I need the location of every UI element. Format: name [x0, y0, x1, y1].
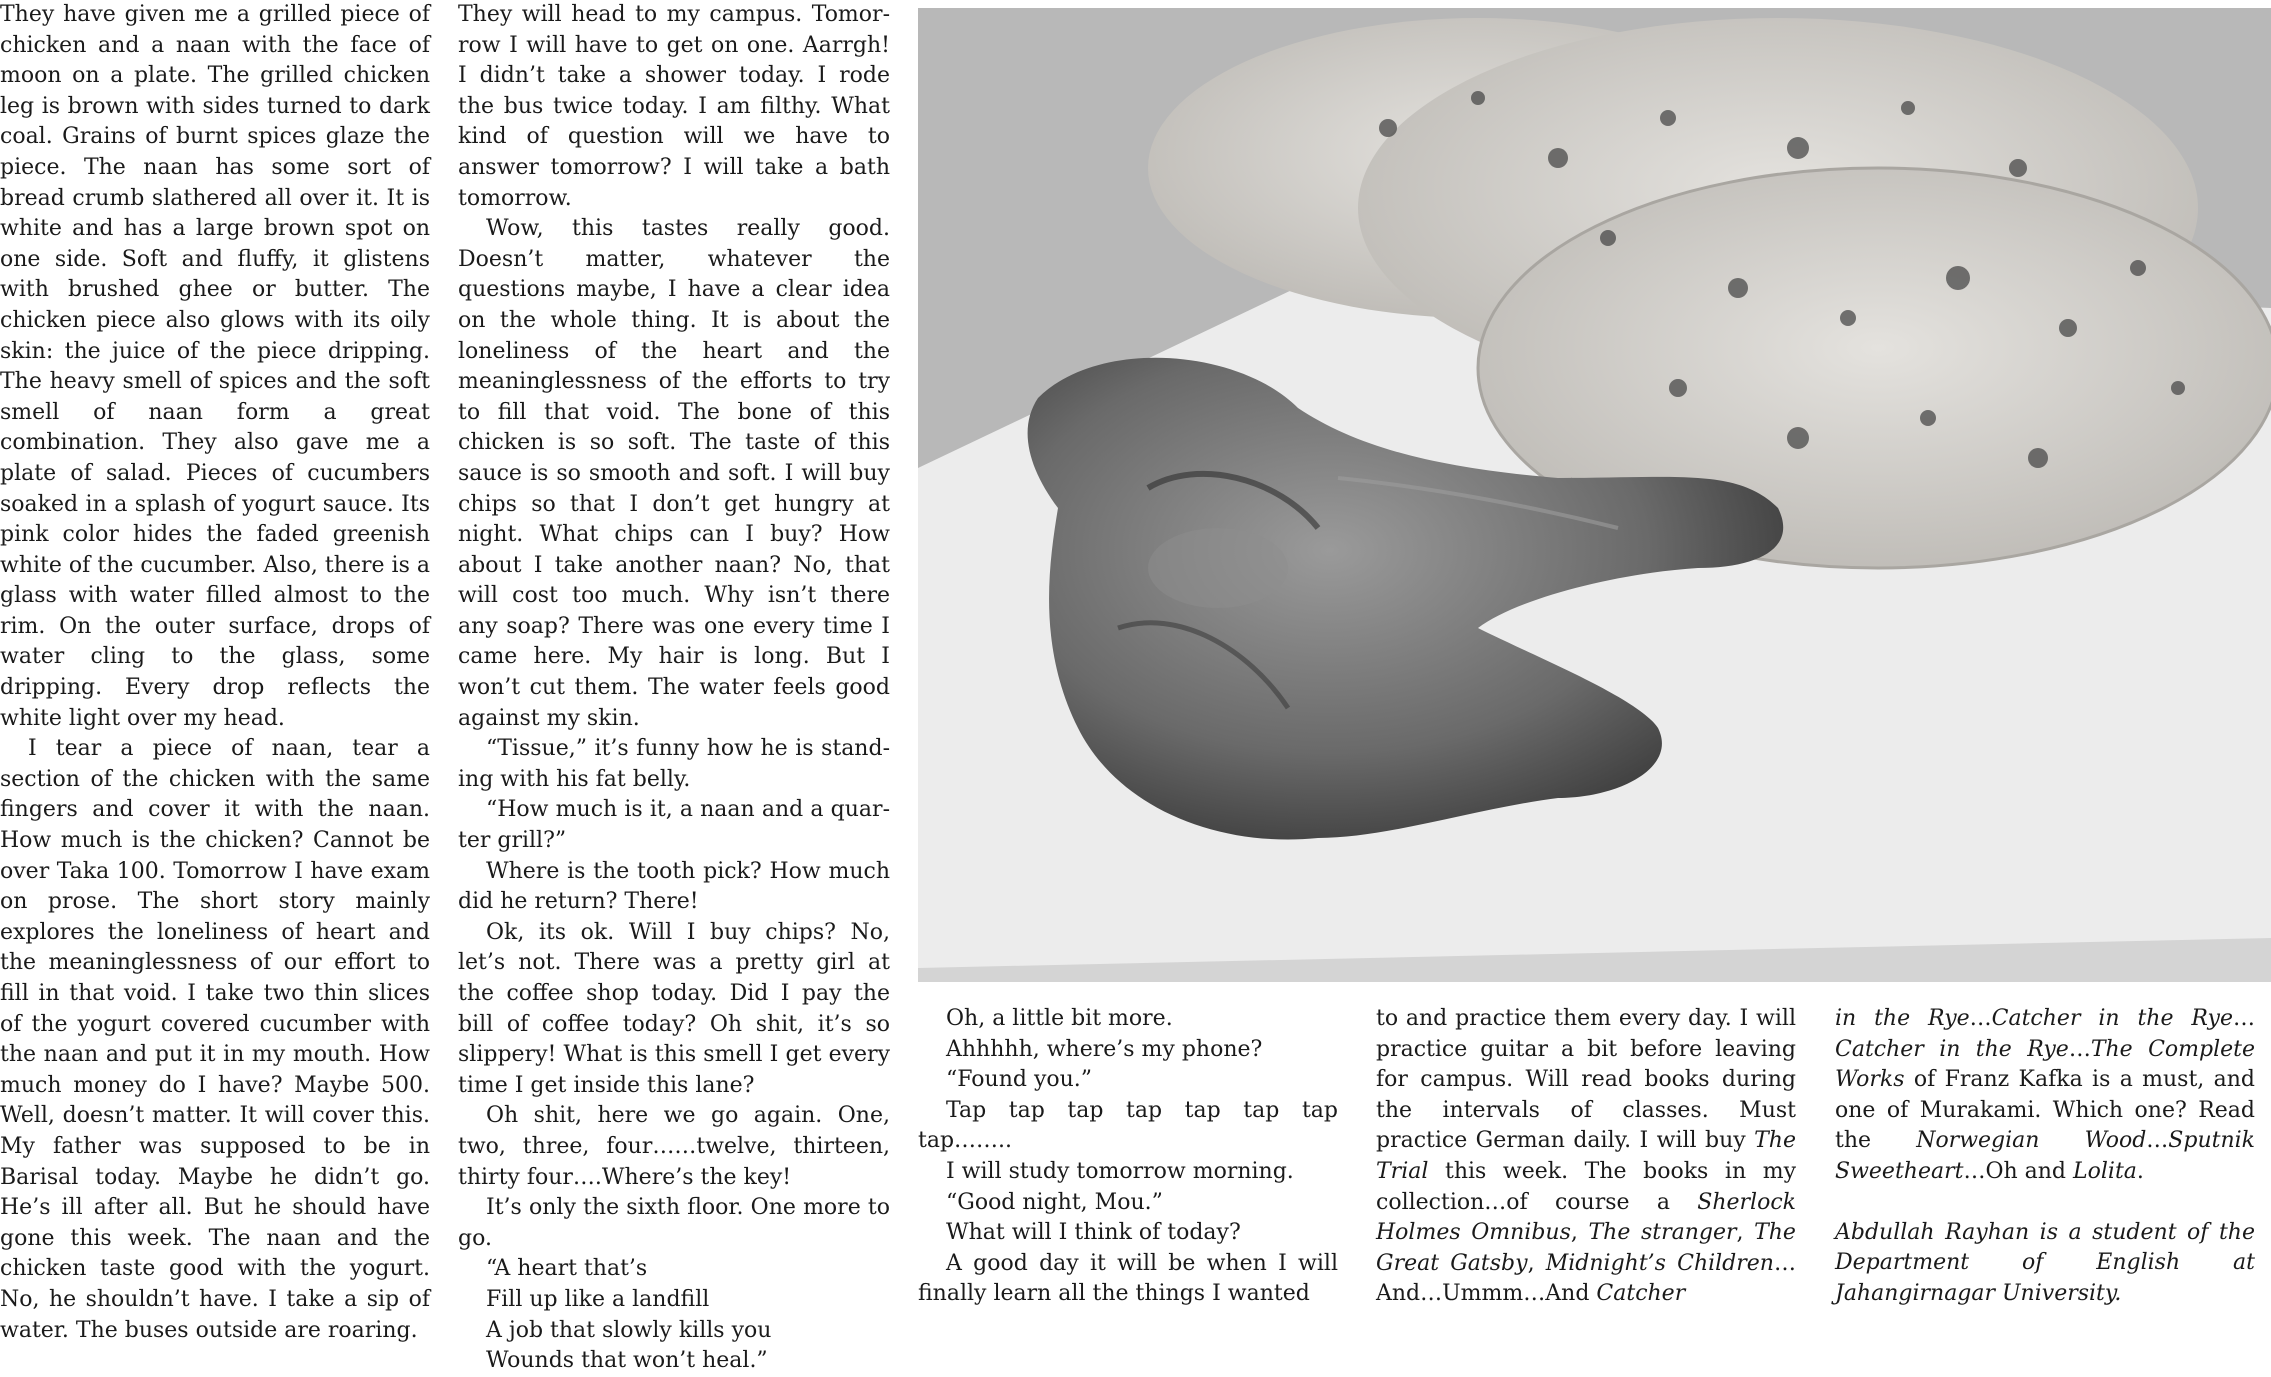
lyric-line: A job that slowly kills you	[486, 1317, 772, 1343]
grilled-chicken-naan-photo	[918, 8, 2271, 982]
text-run: …	[2068, 1036, 2091, 1062]
paragraph: A good day it will be when I will finally learn all the things I wanted	[918, 1250, 1338, 1307]
book-title: The stranger	[1588, 1220, 1737, 1246]
paragraph: I tear a piece of naan, tear a section of the chicken with the same fingers and cover it with the naan. How much is the chicken? Cannot be over Taka 100. Tomorrow I have exam on prose. The short story mainly explores the loneliness of heart and the meaninglessness of our effort to fill in that void. I take two thin slices of the yogurt covered cucumber with the naan and put it in my mouth. How much money do I have? Maybe 500. Well, doesn’t matter. It will cover this. My father was supposed to be in Barisal today. Maybe he didn’t go. He’s ill after all. But he should have gone this week. The naan and the chicken taste good with the yogurt. No, he shouldn’t have. I take a sip of water. The buses outside are roaring.	[0, 736, 430, 1343]
lyric-line: Fill up like a landfill	[486, 1286, 710, 1312]
paragraph: Ok, its ok. Will I buy chips? No, let’s not. There was a pretty girl at the coffee shop today. Did I pay the bill of coffee today? Oh shit, it’s so slippery! What is this smell I get every time I get inside this lane?	[458, 919, 890, 1098]
book-title: Catcher in the Rye	[1991, 1006, 2233, 1031]
paragraph: I will study tomorrow morning.	[946, 1158, 1294, 1184]
book-title: Sherlock Holmes Omnibus	[1376, 1189, 1796, 1246]
book-title: The Trial	[1376, 1128, 1796, 1184]
paragraph: Wow, this tastes really good. Doesn’t matter, whatever the questions maybe, I have a clear idea on the whole thing. It is about the loneliness of the heart and the meaninglessness of the efforts to try to fill that void. The bone of this chicken is so soft. The taste of this sauce is so smooth and soft. I will buy chips so that I don’t get hungry at night. What chips can I buy? How about I take another naan? No, that will cost too much. Why isn’t there any soap? There was one every time I came here. My hair is long. But I won’t cut them. The water feels good against my skin.	[458, 216, 890, 731]
paragraph: “Tissue,” it’s funny how he is standing with his fat belly.	[458, 736, 890, 792]
paragraph: “How much is it, a naan and a quarter grill?”	[458, 797, 890, 854]
text-run: …	[2233, 1006, 2255, 1031]
article-column-4	[1376, 1004, 1796, 1310]
book-title: The Complete Works	[1835, 1036, 2256, 1093]
article-column-2	[458, 0, 890, 1377]
book-title: Catcher in the Rye	[1835, 1036, 2069, 1062]
paragraph: Tap tap tap tap tap tap tap tap……..	[918, 1097, 1338, 1154]
paragraph: “Good night, Mou.”	[946, 1189, 1163, 1215]
lyric-line: Wounds that won’t heal.”	[486, 1348, 768, 1374]
paragraph: Ahhhhh, where’s my phone?	[946, 1036, 1263, 1062]
text-run: …Oh and	[1963, 1158, 2074, 1184]
text-run: to and practice them every day. I will practice guitar a bit before leaving for campus. Will read books during the intervals of classes. Must practice German daily. I will buy	[1376, 1006, 1796, 1154]
text-run: of Franz Kafka is a must, and one of Murakami. Which one? Read the	[1835, 1067, 2255, 1154]
paragraph: Oh shit, here we go again. One, two, three, four……twelve, thirteen, thirty four….Where’s the key!	[458, 1103, 890, 1190]
lyric-line: “A heart that’s	[486, 1256, 648, 1282]
paragraph: It’s only the sixth floor. One more to go.	[458, 1195, 890, 1251]
book-title: Lolita	[2073, 1158, 2137, 1184]
paragraph	[1376, 1004, 1796, 1310]
text-run: ,	[1527, 1250, 1546, 1276]
paragraph: They will head to my campus. Tomorrow I will have to get on one. Aarrgh! I didn’t take a shower today. I rode the bus twice today. I am filthy. What kind of question will we have to answer tomorrow? I will take a bath tomorrow.	[458, 2, 890, 211]
text-run: .	[2136, 1158, 2144, 1184]
book-title: Midnight’s Children	[1545, 1250, 1774, 1276]
paragraph: Oh, a little bit more.	[946, 1006, 1173, 1031]
book-title: The Great Gatsby	[1376, 1220, 1796, 1276]
text-run: ,	[1570, 1220, 1589, 1246]
paragraph: Where is the tooth pick? How much did he return? There!	[458, 858, 890, 915]
book-title: Norwegian Wood	[1916, 1128, 2147, 1154]
photo-illustration	[918, 8, 2271, 982]
paragraph: They have given me a grilled piece of chicken and a naan with the face of moon on a plate. The grilled chicken leg is brown with sides turned to dark coal. Grains of burnt spices glaze the piece. The naan has some sort of bread crumb slathered all over it. It is white and has a large brown spot on one side. Soft and fluffy, it glistens with brushed ghee or butter. The chicken piece also glows with its oily skin: the juice of the piece dripping. The heavy smell of spices and the soft smell of naan form a great combination. They also gave me a plate of salad. Pieces of cucumbers soaked in a splash of yogurt sauce. Its pink color hides the faded greenish white of the cucumber. Also, there is a glass with water filled almost to the rim. On the outer surface, drops of water cling to the glass, some dripping. Every drop reflects the white light over my head.	[0, 2, 430, 731]
text-run: …	[1969, 1006, 1992, 1031]
paragraph	[1835, 1004, 2255, 1188]
article-column-5	[1835, 1004, 2255, 1309]
text-run: …And…Ummm…And	[1376, 1250, 1796, 1307]
book-title: in the Rye	[1835, 1006, 1970, 1031]
book-title: Catcher	[1596, 1281, 1686, 1307]
text-run: …	[2146, 1128, 2169, 1154]
book-title: Sputnik Sweetheart	[1835, 1128, 2255, 1184]
text-run: ,	[1736, 1220, 1755, 1246]
author-bio: Abdullah Rayhan is a student of the Department of English at Jahangirnagar University.	[1835, 1219, 2255, 1306]
article-column-1	[0, 0, 430, 1346]
article-column-3	[918, 1004, 1338, 1310]
paragraph: What will I think of today?	[946, 1220, 1241, 1246]
text-run: this week. The books in my collection…of course a	[1376, 1158, 1796, 1215]
paragraph: “Found you.”	[946, 1067, 1093, 1093]
